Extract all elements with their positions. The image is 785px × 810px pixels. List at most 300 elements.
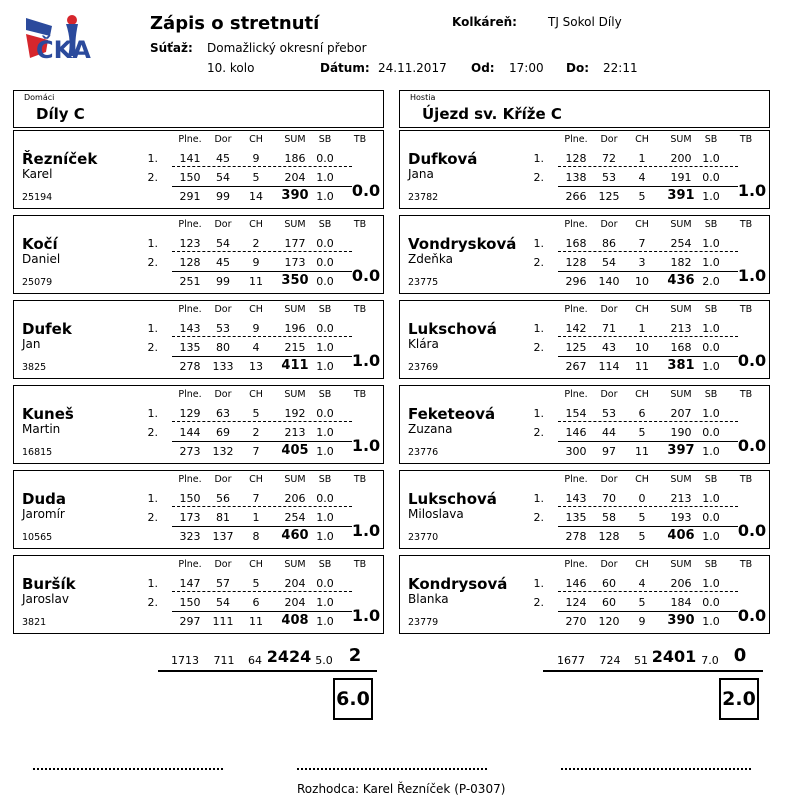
total-divider — [172, 271, 352, 272]
row-divider — [558, 421, 738, 422]
row-cell: 54 — [216, 237, 230, 250]
player-last-name: Buršík — [22, 575, 76, 593]
row-cell: 143 — [179, 322, 201, 335]
player-tb-points: 0.0 — [737, 606, 767, 625]
row-cell: 0.0 — [702, 171, 720, 184]
player-tb-points: 1.0 — [351, 521, 381, 540]
player-last-name: Řezníček — [22, 150, 98, 168]
total-divider — [172, 526, 352, 527]
column-header: SUM — [284, 389, 306, 400]
column-header: SUM — [670, 559, 692, 570]
player-first-name: Karel — [22, 167, 53, 181]
column-header: Dor — [214, 474, 232, 485]
away-team-box — [399, 90, 770, 128]
total-cell: 133 — [212, 360, 234, 373]
column-header: Plne. — [564, 474, 588, 485]
row-cell: 124 — [565, 596, 587, 609]
total-cell: 411 — [281, 358, 309, 373]
row-cell: 150 — [179, 492, 201, 505]
row-cell: 123 — [179, 237, 201, 250]
home-player-box — [13, 215, 384, 294]
home-player-box — [13, 385, 384, 464]
row-number: 2. — [147, 511, 158, 524]
row-cell: 69 — [216, 426, 230, 439]
row-cell: 2 — [252, 426, 260, 439]
column-header: Dor — [600, 134, 618, 145]
row-number: 1. — [147, 322, 158, 335]
player-last-name: Dufková — [408, 150, 478, 168]
home-player-box — [13, 300, 384, 379]
player-tb-points: 0.0 — [737, 351, 767, 370]
column-header: TB — [353, 134, 367, 145]
row-cell: 4 — [638, 171, 646, 184]
cka-logo — [22, 12, 104, 70]
away-final-score: 2.0 — [719, 678, 759, 720]
total-cell: 1.0 — [316, 530, 334, 543]
row-cell: 128 — [179, 256, 201, 269]
competition-label: Súťaž: — [150, 41, 193, 55]
row-cell: 7 — [638, 237, 646, 250]
column-header: Dor — [600, 474, 618, 485]
row-cell: 1.0 — [316, 511, 334, 524]
total-cell: 278 — [565, 530, 587, 543]
total-divider — [558, 611, 738, 612]
home-total-rule — [158, 670, 377, 672]
row-cell: 54 — [216, 596, 230, 609]
row-cell: 4 — [252, 341, 260, 354]
row-cell: 173 — [179, 511, 201, 524]
total-divider — [172, 356, 352, 357]
total-cell: 251 — [179, 275, 201, 288]
total-cell: 8 — [252, 530, 260, 543]
total-cell: 2.0 — [702, 275, 720, 288]
row-number: 1. — [533, 152, 544, 165]
away-total-plne: 1677 — [557, 654, 585, 667]
total-cell: 406 — [667, 528, 695, 543]
column-header: CH — [249, 474, 263, 485]
row-cell: 150 — [179, 596, 201, 609]
column-header: CH — [249, 219, 263, 230]
total-cell: 99 — [216, 190, 230, 203]
player-reg-number: 23775 — [408, 277, 439, 288]
away-total-dor: 724 — [599, 654, 621, 667]
column-header: Dor — [214, 559, 232, 570]
row-cell: 0.0 — [316, 152, 334, 165]
column-header: Plne. — [564, 559, 588, 570]
row-divider — [558, 166, 738, 167]
home-total-ch: 64 — [248, 654, 262, 667]
column-header: Plne. — [178, 219, 202, 230]
row-cell: 138 — [565, 171, 587, 184]
row-cell: 146 — [565, 577, 587, 590]
player-last-name: Kuneš — [22, 405, 74, 423]
home-total-tb: 2 — [348, 645, 362, 666]
column-header: Plne. — [178, 559, 202, 570]
row-cell: 1.0 — [316, 171, 334, 184]
row-cell: 3 — [638, 256, 646, 269]
player-tb-points: 1.0 — [351, 351, 381, 370]
total-cell: 11 — [635, 445, 649, 458]
column-header: TB — [353, 389, 367, 400]
row-cell: 7 — [252, 492, 260, 505]
total-cell: 1.0 — [316, 445, 334, 458]
from-label: Od: — [471, 61, 495, 75]
row-number: 1. — [533, 237, 544, 250]
player-last-name: Kočí — [22, 235, 58, 253]
row-cell: 204 — [284, 171, 306, 184]
row-cell: 200 — [670, 152, 692, 165]
row-cell: 0.0 — [316, 256, 334, 269]
row-divider — [172, 336, 352, 337]
row-cell: 0.0 — [316, 407, 334, 420]
row-number: 2. — [533, 596, 544, 609]
total-cell: 11 — [635, 360, 649, 373]
column-header: SB — [318, 304, 332, 315]
total-cell: 132 — [212, 445, 234, 458]
row-cell: 254 — [284, 511, 306, 524]
player-tb-points: 0.0 — [351, 266, 381, 285]
total-cell: 381 — [667, 358, 695, 373]
row-cell: 150 — [179, 171, 201, 184]
column-header: TB — [739, 559, 753, 570]
home-total-dor: 711 — [213, 654, 235, 667]
row-cell: 204 — [284, 577, 306, 590]
row-cell: 80 — [216, 341, 230, 354]
row-cell: 0.0 — [316, 577, 334, 590]
row-cell: 53 — [602, 407, 616, 420]
row-cell: 45 — [216, 152, 230, 165]
row-divider — [172, 421, 352, 422]
column-header: SB — [704, 304, 718, 315]
row-cell: 54 — [216, 171, 230, 184]
row-cell: 168 — [565, 237, 587, 250]
player-reg-number: 25079 — [22, 277, 53, 288]
row-cell: 125 — [565, 341, 587, 354]
total-cell: 1.0 — [702, 190, 720, 203]
away-player-box — [399, 300, 770, 379]
total-cell: 278 — [179, 360, 201, 373]
total-cell: 390 — [281, 188, 309, 203]
column-header: CH — [249, 134, 263, 145]
column-header: SUM — [670, 304, 692, 315]
home-team-name: Díly C — [36, 105, 85, 123]
home-total-sb: 5.0 — [315, 654, 333, 667]
player-tb-points: 1.0 — [737, 181, 767, 200]
signature-line-home — [33, 768, 223, 770]
player-last-name: Kondrysová — [408, 575, 508, 593]
row-cell: 1.0 — [702, 256, 720, 269]
column-header: Plne. — [564, 304, 588, 315]
player-reg-number: 3825 — [22, 362, 47, 373]
column-header: SB — [704, 559, 718, 570]
row-number: 1. — [147, 237, 158, 250]
row-number: 2. — [147, 596, 158, 609]
column-header: Dor — [214, 219, 232, 230]
row-cell: 144 — [179, 426, 201, 439]
signature-line-referee — [297, 768, 487, 770]
row-cell: 81 — [216, 511, 230, 524]
column-header: Plne. — [178, 134, 202, 145]
column-header: TB — [739, 474, 753, 485]
player-reg-number: 23779 — [408, 617, 439, 628]
player-first-name: Jaroslav — [22, 592, 69, 606]
player-reg-number: 3821 — [22, 617, 47, 628]
signature-line-away — [561, 768, 751, 770]
total-cell: 1.0 — [316, 360, 334, 373]
row-cell: 213 — [670, 492, 692, 505]
total-cell: 266 — [565, 190, 587, 203]
player-first-name: Blanka — [408, 592, 449, 606]
column-header: SB — [318, 389, 332, 400]
player-reg-number: 16815 — [22, 447, 53, 458]
away-total-ch: 51 — [634, 654, 648, 667]
total-cell: 1.0 — [702, 530, 720, 543]
away-total-rule — [543, 670, 763, 672]
row-cell: 63 — [216, 407, 230, 420]
row-cell: 204 — [284, 596, 306, 609]
row-cell: 5 — [252, 171, 260, 184]
column-header: TB — [739, 219, 753, 230]
column-header: TB — [353, 474, 367, 485]
player-first-name: Miloslava — [408, 507, 464, 521]
home-team-box — [13, 90, 384, 128]
total-cell: 97 — [602, 445, 616, 458]
total-cell: 125 — [598, 190, 620, 203]
row-cell: 60 — [602, 577, 616, 590]
row-divider — [558, 336, 738, 337]
home-final-score: 6.0 — [333, 678, 373, 720]
player-first-name: Martin — [22, 422, 61, 436]
total-cell: 408 — [281, 613, 309, 628]
svg-text:ČKA: ČKA — [36, 36, 91, 64]
player-reg-number: 23769 — [408, 362, 439, 373]
column-header: TB — [739, 389, 753, 400]
row-cell: 1.0 — [702, 237, 720, 250]
total-cell: 10 — [635, 275, 649, 288]
row-cell: 57 — [216, 577, 230, 590]
row-cell: 1.0 — [702, 322, 720, 335]
column-header: SUM — [670, 474, 692, 485]
column-header: TB — [353, 219, 367, 230]
row-cell: 86 — [602, 237, 616, 250]
player-first-name: Daniel — [22, 252, 61, 266]
row-cell: 135 — [565, 511, 587, 524]
column-header: Dor — [600, 389, 618, 400]
column-header: Dor — [214, 134, 232, 145]
total-cell: 1.0 — [316, 615, 334, 628]
row-number: 1. — [147, 577, 158, 590]
from-value: 17:00 — [509, 61, 544, 75]
total-cell: 436 — [667, 273, 695, 288]
row-cell: 1.0 — [702, 492, 720, 505]
column-header: Plne. — [178, 304, 202, 315]
total-cell: 114 — [598, 360, 620, 373]
away-total-sum: 2401 — [651, 647, 697, 666]
row-cell: 147 — [179, 577, 201, 590]
referee-text: Rozhodca: Karel Řezníček (P-0307) — [297, 782, 506, 796]
home-player-box — [13, 555, 384, 634]
total-divider — [172, 441, 352, 442]
to-label: Do: — [566, 61, 590, 75]
column-header: TB — [353, 559, 367, 570]
row-cell: 1.0 — [702, 577, 720, 590]
column-header: CH — [249, 304, 263, 315]
away-player-box — [399, 215, 770, 294]
row-cell: 58 — [602, 511, 616, 524]
total-cell: 120 — [598, 615, 620, 628]
away-caption: Hostia — [410, 93, 436, 102]
row-cell: 190 — [670, 426, 692, 439]
column-header: SB — [318, 559, 332, 570]
home-total-plne: 1713 — [171, 654, 199, 667]
total-cell: 390 — [667, 613, 695, 628]
row-cell: 5 — [252, 407, 260, 420]
total-divider — [558, 526, 738, 527]
row-number: 1. — [533, 492, 544, 505]
column-header: SB — [704, 134, 718, 145]
total-cell: 297 — [179, 615, 201, 628]
row-divider — [558, 251, 738, 252]
column-header: Dor — [600, 219, 618, 230]
row-cell: 9 — [252, 322, 260, 335]
row-cell: 193 — [670, 511, 692, 524]
away-player-box — [399, 385, 770, 464]
row-cell: 129 — [179, 407, 201, 420]
row-divider — [172, 166, 352, 167]
row-divider — [558, 506, 738, 507]
column-header: SUM — [284, 474, 306, 485]
row-number: 1. — [533, 577, 544, 590]
away-team-name: Újezd sv. Kříže C — [422, 105, 562, 123]
row-cell: 206 — [284, 492, 306, 505]
row-cell: 173 — [284, 256, 306, 269]
player-tb-points: 1.0 — [351, 606, 381, 625]
player-first-name: Klára — [408, 337, 439, 351]
row-cell: 1 — [638, 322, 646, 335]
player-last-name: Lukschová — [408, 490, 497, 508]
row-cell: 71 — [602, 322, 616, 335]
column-header: SB — [318, 474, 332, 485]
row-cell: 10 — [635, 341, 649, 354]
home-total-sum: 2424 — [266, 647, 312, 666]
row-number: 1. — [533, 322, 544, 335]
row-number: 2. — [533, 256, 544, 269]
player-first-name: Jan — [22, 337, 41, 351]
row-number: 1. — [533, 407, 544, 420]
row-cell: 196 — [284, 322, 306, 335]
total-cell: 391 — [667, 188, 695, 203]
row-cell: 1.0 — [316, 341, 334, 354]
total-cell: 296 — [565, 275, 587, 288]
row-cell: 56 — [216, 492, 230, 505]
alley-label: Kolkáreň: — [452, 15, 517, 29]
total-cell: 5 — [638, 530, 646, 543]
page-title: Zápis o stretnutí — [150, 13, 320, 34]
row-cell: 143 — [565, 492, 587, 505]
date-label: Dátum: — [320, 61, 370, 75]
away-player-box — [399, 470, 770, 549]
column-header: Dor — [214, 304, 232, 315]
total-cell: 111 — [212, 615, 234, 628]
row-cell: 6 — [252, 596, 260, 609]
row-cell: 53 — [602, 171, 616, 184]
row-cell: 0.0 — [702, 341, 720, 354]
row-cell: 54 — [602, 256, 616, 269]
column-header: Plne. — [564, 389, 588, 400]
column-header: SUM — [670, 389, 692, 400]
total-cell: 11 — [249, 615, 263, 628]
row-cell: 168 — [670, 341, 692, 354]
player-last-name: Lukschová — [408, 320, 497, 338]
row-cell: 4 — [638, 577, 646, 590]
player-tb-points: 0.0 — [351, 181, 381, 200]
total-cell: 1.0 — [702, 615, 720, 628]
total-cell: 11 — [249, 275, 263, 288]
total-cell: 270 — [565, 615, 587, 628]
column-header: SUM — [284, 219, 306, 230]
column-header: CH — [635, 474, 649, 485]
row-number: 2. — [533, 426, 544, 439]
row-cell: 0.0 — [702, 511, 720, 524]
player-reg-number: 25194 — [22, 192, 53, 203]
row-cell: 0.0 — [702, 426, 720, 439]
column-header: CH — [635, 304, 649, 315]
row-cell: 43 — [602, 341, 616, 354]
total-cell: 405 — [281, 443, 309, 458]
total-divider — [172, 611, 352, 612]
row-cell: 182 — [670, 256, 692, 269]
row-cell: 0.0 — [702, 596, 720, 609]
row-cell: 141 — [179, 152, 201, 165]
row-cell: 1 — [638, 152, 646, 165]
total-cell: 128 — [598, 530, 620, 543]
column-header: TB — [353, 304, 367, 315]
row-divider — [558, 591, 738, 592]
total-cell: 0.0 — [316, 275, 334, 288]
away-total-sb: 7.0 — [701, 654, 719, 667]
row-cell: 9 — [252, 152, 260, 165]
column-header: SB — [704, 389, 718, 400]
alley-value: TJ Sokol Díly — [548, 15, 622, 29]
row-number: 1. — [147, 492, 158, 505]
column-header: SUM — [284, 134, 306, 145]
column-header: Plne. — [178, 474, 202, 485]
column-header: CH — [249, 389, 263, 400]
player-last-name: Vondrysková — [408, 235, 517, 253]
player-last-name: Dufek — [22, 320, 72, 338]
total-cell: 397 — [667, 443, 695, 458]
row-cell: 192 — [284, 407, 306, 420]
row-cell: 213 — [670, 322, 692, 335]
row-cell: 0 — [638, 492, 646, 505]
player-tb-points: 0.0 — [737, 436, 767, 455]
row-cell: 6 — [638, 407, 646, 420]
column-header: CH — [635, 389, 649, 400]
column-header: CH — [635, 219, 649, 230]
total-cell: 323 — [179, 530, 201, 543]
away-player-box — [399, 555, 770, 634]
row-cell: 5 — [638, 511, 646, 524]
row-cell: 135 — [179, 341, 201, 354]
row-number: 1. — [147, 152, 158, 165]
row-cell: 146 — [565, 426, 587, 439]
column-header: SUM — [284, 304, 306, 315]
column-header: Dor — [600, 559, 618, 570]
row-cell: 186 — [284, 152, 306, 165]
column-header: Plne. — [564, 134, 588, 145]
row-divider — [172, 506, 352, 507]
row-cell: 70 — [602, 492, 616, 505]
